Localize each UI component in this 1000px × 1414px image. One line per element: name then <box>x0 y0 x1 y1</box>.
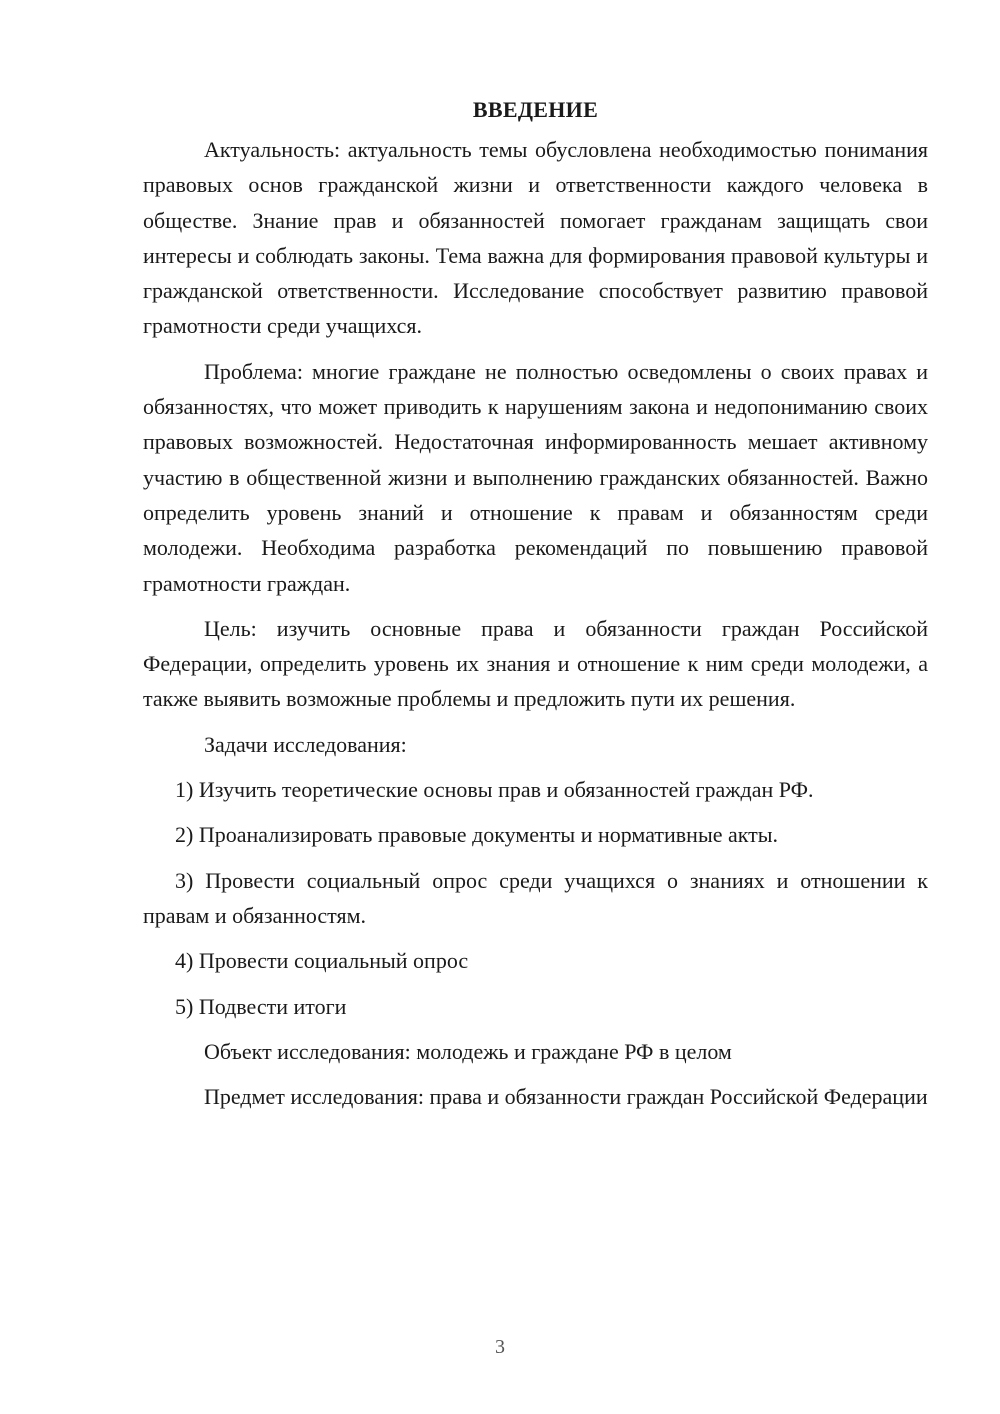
task-item-1: 1) Изучить теоретические основы прав и обязанностей граждан РФ. <box>175 777 814 803</box>
task-item-5: 5) Подвести итоги <box>175 993 347 1019</box>
page-number: 3 <box>495 1336 505 1358</box>
research-object-paragraph: Объект исследования: молодежь и граждане РФ в целом <box>204 1038 732 1064</box>
relevance-paragraph: Актуальность: актуальность темы обусловлена необходимостью понимания правовых основ гражданской жизни и ответственности каждого человека в обществе. Знание прав и обязанностей помогает гражданам защищать свои интересы и соблюдать законы. Тема важна для формирования правовой культуры и гражданской ответственности. Исследование способствует развитию правовой грамотности среди учащихся. <box>143 137 928 339</box>
document-page <box>143 96 928 1124</box>
section-heading: ВВЕДЕНИЕ <box>472 97 599 122</box>
goal-paragraph: Цель: изучить основные права и обязанности граждан Российской Федерации, определить уровень их знания и отношение к ним среди молодежи, а также выявить возможные проблемы и предложить пути их решения. <box>143 615 928 712</box>
research-subject-paragraph: Предмет исследования: права и обязанности граждан Российской Федерации <box>204 1084 928 1110</box>
task-item-2: 2) Проанализировать правовые документы и нормативные акты. <box>175 822 779 848</box>
tasks-heading: Задачи исследования: <box>204 731 407 757</box>
problem-paragraph: Проблема: многие граждане не полностью осведомлены о своих правах и обязанностях, что может приводить к нарушениям закона и недопониманию своих правовых возможностей. Недостаточная информированность мешает активному участию в общественной жизни и выполнению гражданских обязанностей. Важно определить уровень знаний и отношение к правам и обязанностям среди молодежи. Необходима разработка рекомендаций по повышению правовой грамотности граждан. <box>143 358 928 596</box>
task-item-4: 4) Провести социальный опрос <box>175 948 469 974</box>
task-item-3: 3) Провести социальный опрос среди учащихся о знаниях и отношении к правам и обязанностям. <box>143 867 928 928</box>
